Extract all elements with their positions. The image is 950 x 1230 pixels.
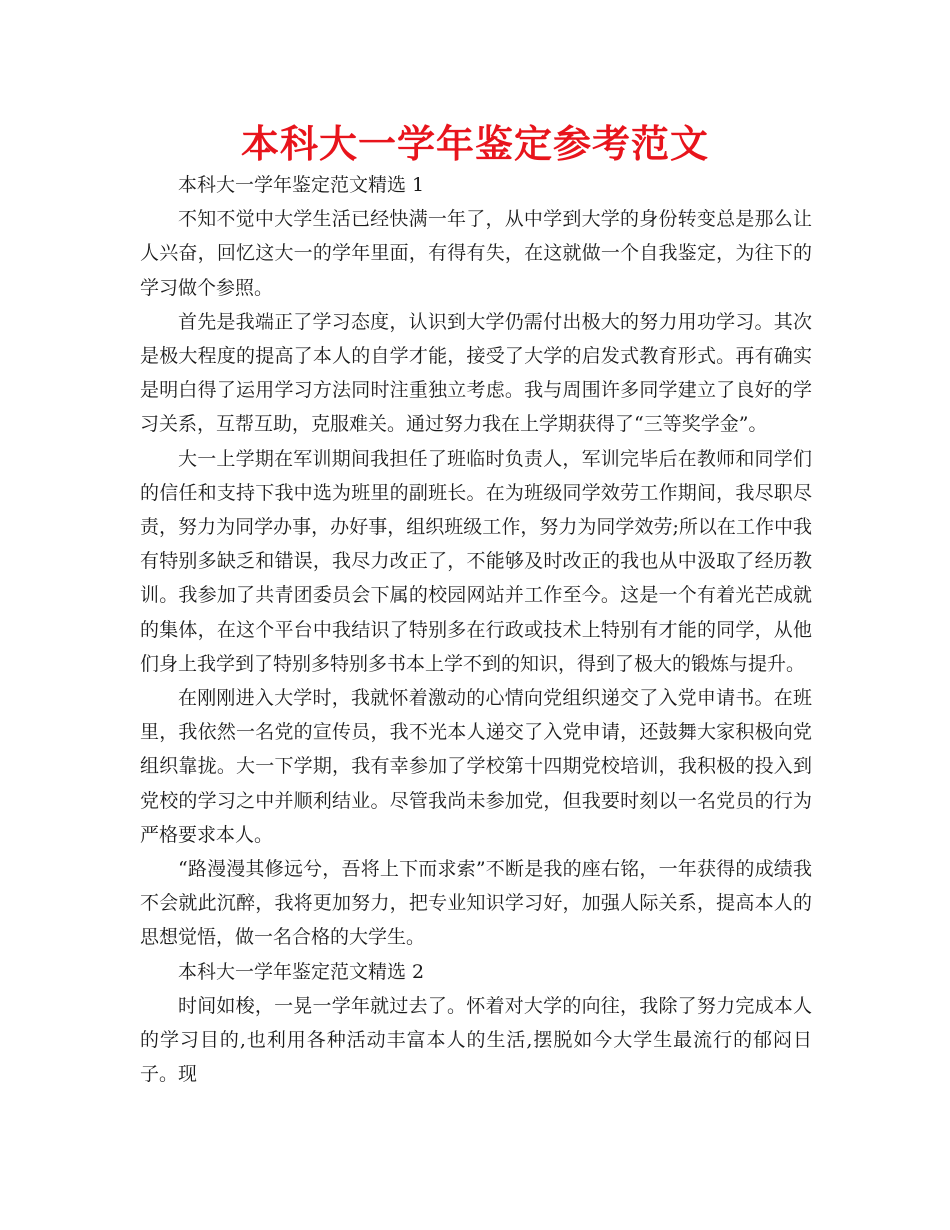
section-heading-1: 本科大一学年鉴定范文精选 1 (178, 174, 425, 196)
paragraph-5: “路漫漫其修远兮，吾将上下而求索”不断是我的座右铭，一年获得的成绩我不会就此沉醉，我将更加努力，把专业知识学习好，加强人际关系，提高本人的思想觉悟，做一名合格的大学生。 (140, 858, 812, 949)
paragraph-3: 大一上学期在军训期间我担任了班临时负责人，军训完毕后在教师和同学们的信任和支持下我中选为班里的副班长。在为班级同学效劳工作期间，我尽职尽责，努力为同学办事，办好事，组织班级工作，努力为同学效劳;所以在工作中我有特别多缺乏和错误，我尽力改正了，不能够及时改正的我也从中汲取了经历教训。我参加了共青团委员会下属的校园网站并工作至今。这是一个有着光芒成就的集体，在这个平台中我结识了特别多在行政或技术上特别有才能的同学，从他们身上我学到了特别多特别多书本上学不到的知识，得到了极大的锻炼与提升。 (140, 447, 812, 675)
document-body (140, 168, 812, 1091)
paragraph-4: 在刚刚进入大学时，我就怀着激动的心情向党组织递交了入党申请书。在班里，我依然一名党的宣传员，我不光本人递交了入党申请，还鼓舞大家积极向党组织靠拢。大一下学期，我有幸参加了学校第十四期党校培训，我积极的投入到党校的学习之中并顺利结业。尽管我尚未参加党，但我要时刻以一名党员的行为严格要求本人。 (140, 687, 812, 846)
paragraph-1: 不知不觉中大学生活已经快满一年了，从中学到大学的身份转变总是那么让人兴奋，回忆这大一的学年里面，有得有失，在这就做一个自我鉴定，为往下的学习做个参照。 (140, 208, 812, 299)
section-heading-2: 本科大一学年鉴定范文精选 2 (178, 960, 425, 983)
document-title: 本科大一学年鉴定参考范文 (240, 122, 709, 166)
paragraph-6: 时间如梭，一晃一学年就过去了。怀着对大学的向往，我除了努力完成本人的学习目的,也利用各种活动丰富本人的生活,摆脱如今大学生最流行的郁闷日子。现 (140, 994, 812, 1086)
paragraph-2: 首先是我端正了学习态度，认识到大学仍需付出极大的努力用功学习。其次是极大程度的提高了本人的自学才能，接受了大学的启发式教育形式。再有确实是明白得了运用学习方法同时注重独立考虑。我与周围许多同学建立了良好的学习关系，互帮互助，克服难关。通过努力我在上学期获得了“三等奖学金”。 (140, 310, 812, 436)
